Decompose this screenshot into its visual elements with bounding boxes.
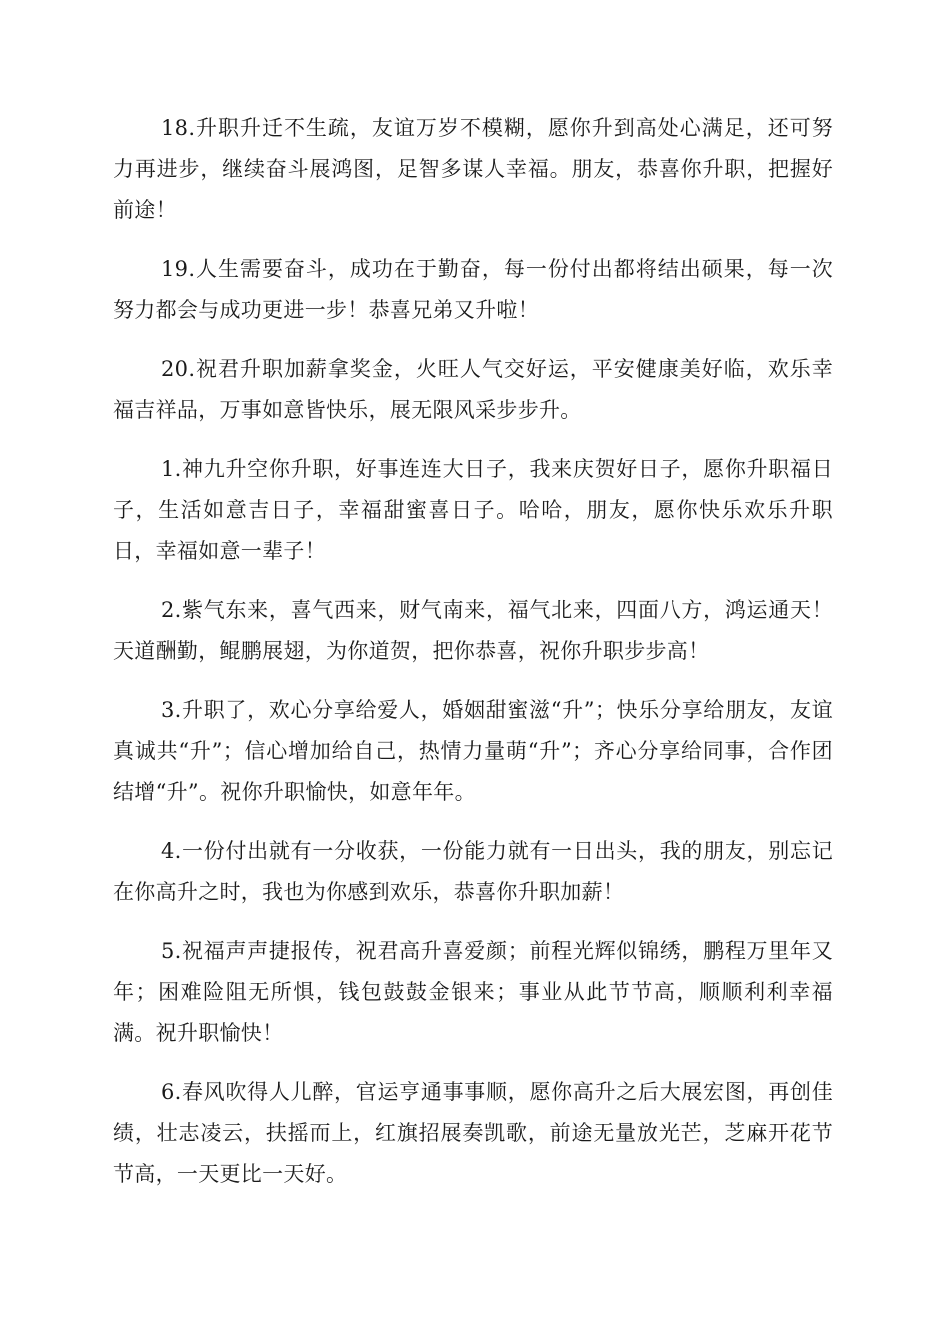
paragraph-4: 4.一份付出就有一分收获，一份能力就有一日出头，我的朋友，别忘记在你高升之时，我也为你感到欢乐，恭喜你升职加薪！ <box>113 839 833 904</box>
paragraph-3: 3.升职了，欢心分享给爱人，婚姻甜蜜滋“升”；快乐分享给朋友，友谊真诚共“升”；信心增加给自己，热情力量萌“升”；齐心分享给同事，合作团结增“升”。祝你升职愉快，如意年年。 <box>113 698 833 804</box>
paragraph-5: 5.祝福声声捷报传，祝君高升喜爱颜；前程光辉似锦绣，鹏程万里年又年；困难险阻无所惧，钱包鼓鼓金银来；事业从此节节高，顺顺利利幸福满。祝升职愉快！ <box>113 939 833 1045</box>
paragraph-19: 19.人生需要奋斗，成功在于勤奋，每一份付出都将结出硕果，每一次努力都会与成功更进一步！恭喜兄弟又升啦！ <box>113 257 833 322</box>
paragraph-2: 2.紫气东来，喜气西来，财气南来，福气北来，四面八方，鸿运通天！天道酬勤，鲲鹏展翅，为你道贺，把你恭喜，祝你升职步步高！ <box>113 598 833 663</box>
paragraph-6: 6.春风吹得人儿醉，官运亨通事事顺，愿你高升之后大展宏图，再创佳绩，壮志凌云，扶摇而上，红旗招展奏凯歌，前途无量放光芒，芝麻开花节节高，一天更比一天好。 <box>113 1080 833 1186</box>
paragraph-1: 1.神九升空你升职，好事连连大日子，我来庆贺好日子，愿你升职福日子，生活如意吉日子，幸福甜蜜喜日子。哈哈，朋友，愿你快乐欢乐升职日，幸福如意一辈子！ <box>113 457 833 563</box>
paragraph-18: 18.升职升迁不生疏，友谊万岁不模糊，愿你升到高处心满足，还可努力再进步，继续奋斗展鸿图，足智多谋人幸福。朋友，恭喜你升职，把握好前途！ <box>113 116 833 222</box>
paragraph-20: 20.祝君升职加薪拿奖金，火旺人气交好运，平安健康美好临，欢乐幸福吉祥品，万事如意皆快乐，展无限风采步步升。 <box>113 357 833 422</box>
document-body <box>113 108 833 1213</box>
